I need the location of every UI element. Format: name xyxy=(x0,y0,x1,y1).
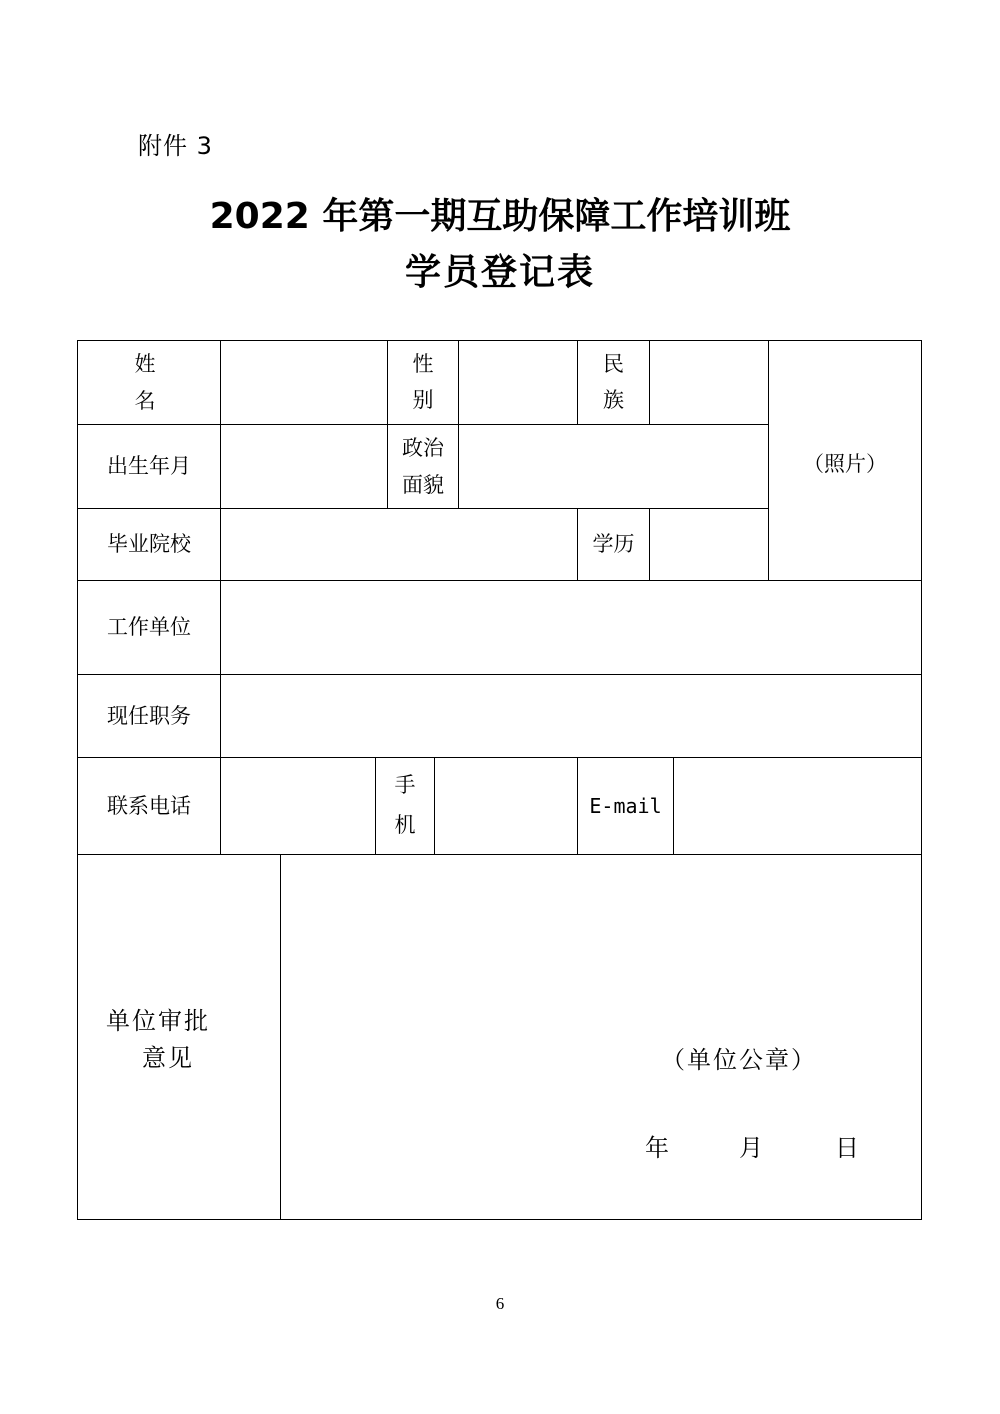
email-label: E-mail xyxy=(589,793,662,818)
date-day-label: 日 xyxy=(835,1134,859,1162)
gender-label-cell xyxy=(387,340,459,425)
phone-field[interactable] xyxy=(220,757,376,855)
ethnicity-label-cell xyxy=(577,340,650,425)
position-field[interactable] xyxy=(220,674,922,758)
phone-label-cell xyxy=(77,757,221,855)
date-month-label: 月 xyxy=(739,1134,763,1162)
approval-label-line1: 单位审批 xyxy=(106,1007,210,1035)
approval-label-line2: 意见 xyxy=(142,1044,194,1073)
position-label-cell xyxy=(77,674,221,758)
approval-label xyxy=(106,1003,210,1077)
ethnicity-field[interactable] xyxy=(649,340,769,425)
seal-label: （单位公章） xyxy=(661,1046,817,1074)
workplace-label: 工作单位 xyxy=(107,615,191,640)
education-field[interactable] xyxy=(649,508,769,581)
birth-label-cell xyxy=(77,424,221,509)
birth-field[interactable] xyxy=(220,424,388,509)
school-label-cell xyxy=(77,508,221,581)
name-label: 姓 名 xyxy=(134,351,184,413)
page-number: 6 xyxy=(495,1294,505,1313)
mobile-field[interactable] xyxy=(434,757,578,855)
gender-field[interactable] xyxy=(458,340,578,425)
approval-field[interactable] xyxy=(280,854,922,1220)
name-field[interactable] xyxy=(220,340,388,425)
email-label-cell xyxy=(577,757,674,855)
education-label-cell xyxy=(577,508,650,581)
attachment-label: 附件 3 xyxy=(138,132,213,160)
document-subtitle: 学员登记表 xyxy=(404,252,595,293)
mobile-label-cell xyxy=(375,757,435,855)
school-field[interactable] xyxy=(220,508,578,581)
document-title: 2022 年第一期互助保障工作培训班 xyxy=(209,196,791,237)
registration-form xyxy=(77,340,922,1220)
birth-label: 出生年月 xyxy=(107,454,191,479)
approval-label-cell xyxy=(77,854,281,1220)
date-year-label: 年 xyxy=(645,1134,669,1162)
name-label-cell xyxy=(77,340,221,425)
photo-field[interactable] xyxy=(768,340,922,581)
position-label: 现任职务 xyxy=(107,703,191,728)
political-field[interactable] xyxy=(458,424,769,509)
workplace-field[interactable] xyxy=(220,580,922,675)
ethnicity-label: 民族 xyxy=(603,351,624,412)
workplace-label-cell xyxy=(77,580,221,675)
photo-label: （照片） xyxy=(803,452,887,476)
email-field[interactable] xyxy=(673,757,922,855)
gender-label: 性别 xyxy=(412,351,434,412)
mobile-label: 手机 xyxy=(394,773,416,837)
political-label: 政治面貌 xyxy=(402,435,444,497)
political-label-cell xyxy=(387,424,459,509)
phone-label: 联系电话 xyxy=(107,793,191,818)
education-label: 学历 xyxy=(592,532,635,557)
school-label: 毕业院校 xyxy=(107,532,191,557)
